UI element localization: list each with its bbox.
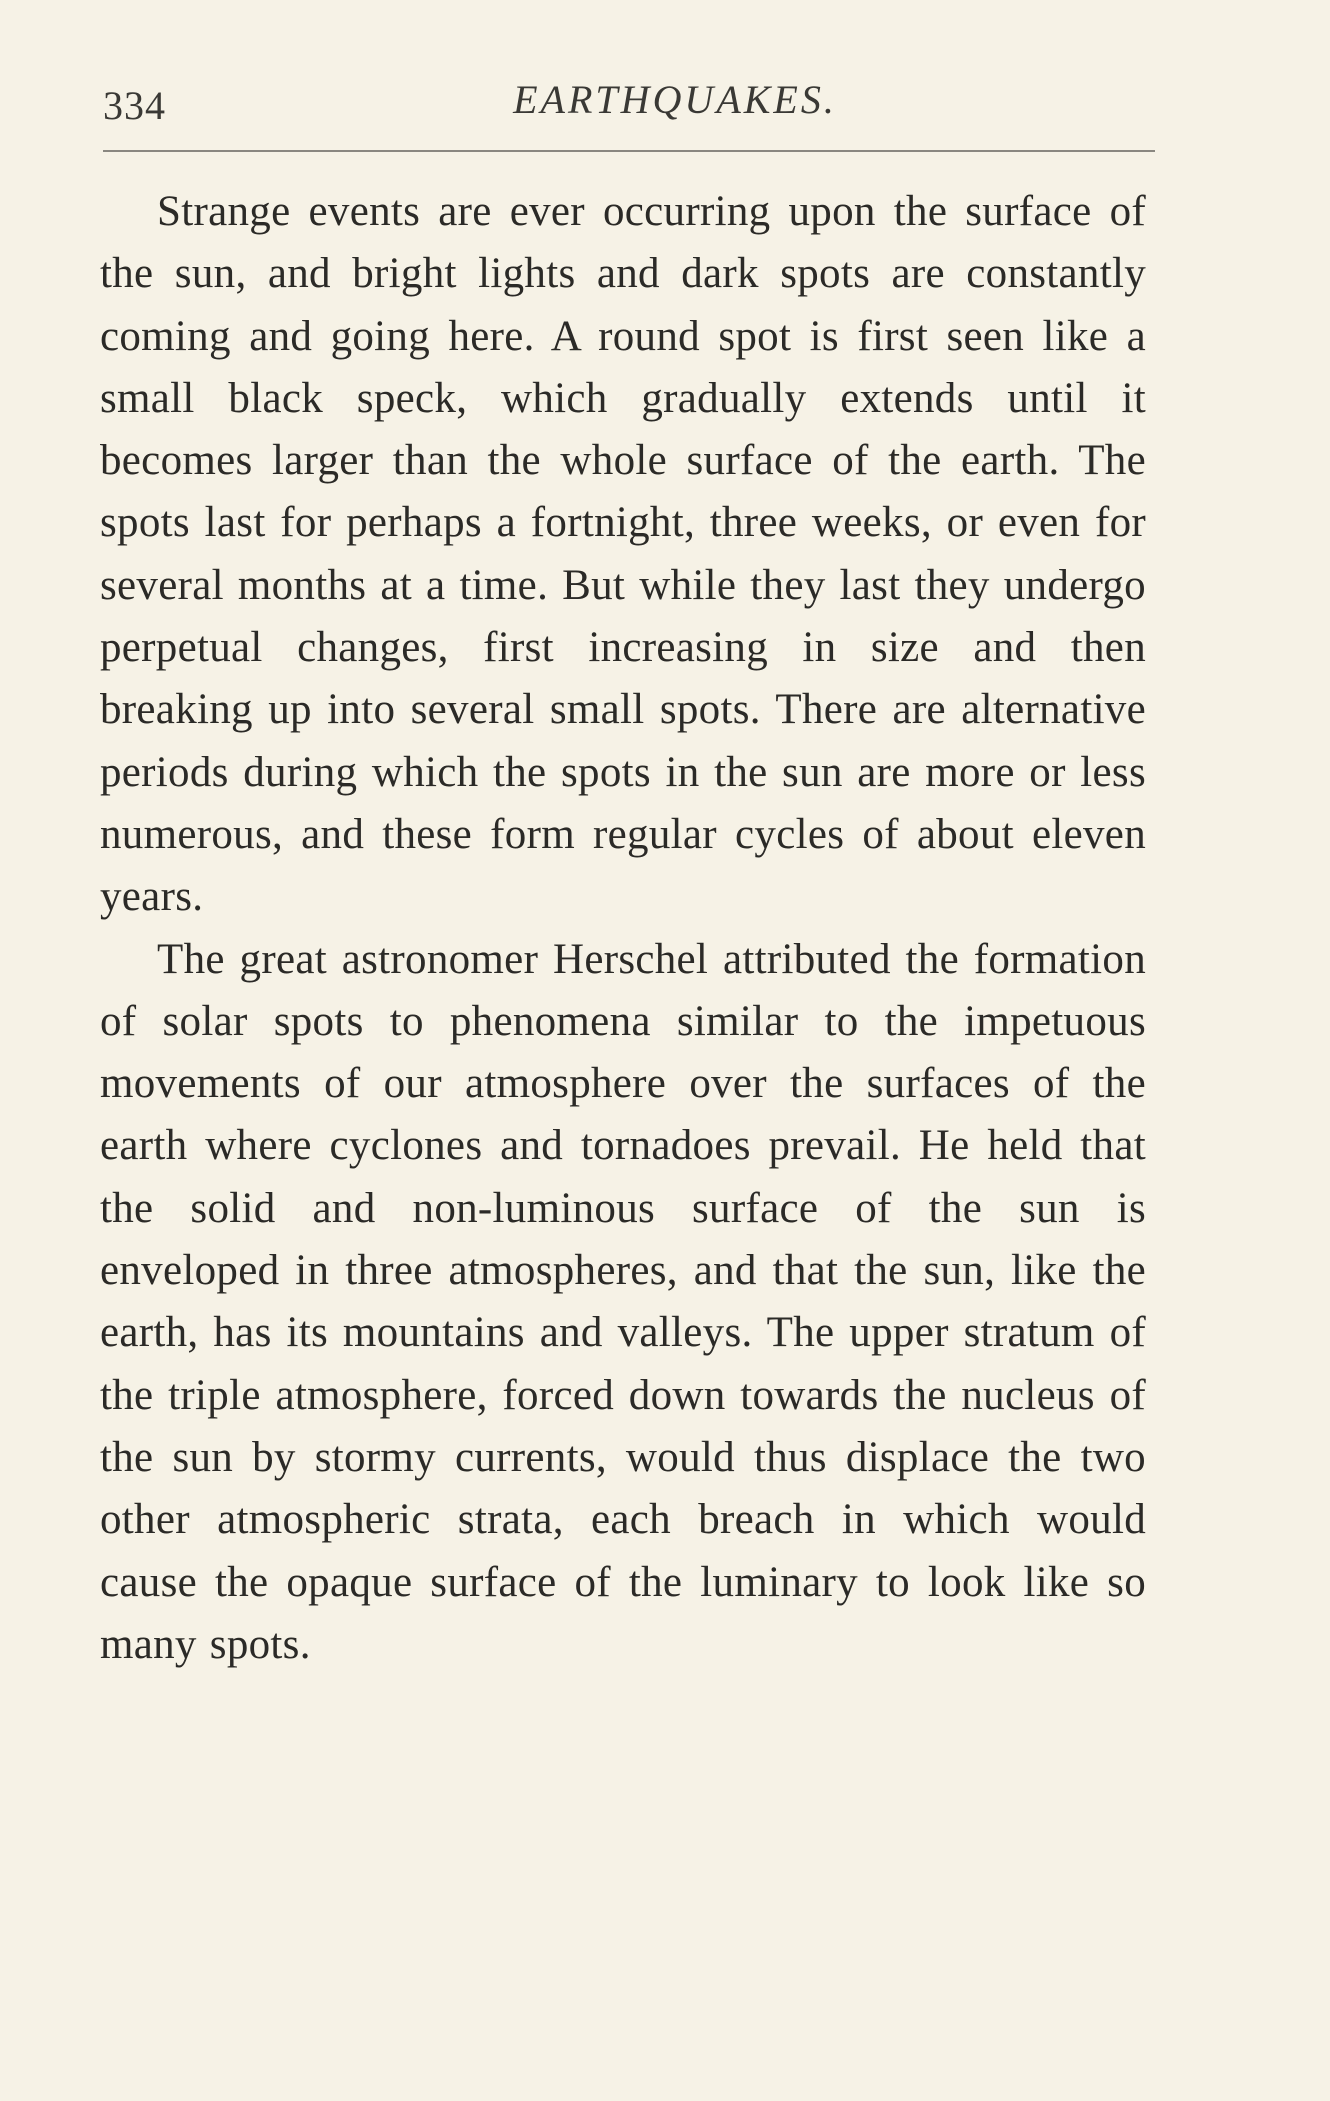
running-head-title: EARTHQUAKES. <box>513 77 837 122</box>
paragraph-1: Strange events are ever occurring upon the surface of the sun, and bright lights and dark spots are constantly coming and going here. A round spot is first seen like a small black speck, which gradually extends until it becomes larger than the whole surface of the earth. The spots last for perhaps a fortnight, three weeks, or even for several months at a time. But while they last they undergo perpetual changes, first increasing in size and then breaking up into several small spots. There are alternative periods during which the spots in the sun are more or less numerous, and these form regular cycles of about eleven years. <box>100 188 1146 921</box>
paragraph-2: The great astronomer Herschel attributed the formation of solar spots to phenomena similar to the impetuous movements of our atmosphere over the surfaces of the earth where cyclones and tornadoes prevail. He held that the solid and non-luminous surface of the sun is enveloped in three atmospheres, and that the sun, like the earth, has its mountains and valleys. The upper stratum of the triple atmosphere, forced down towards the nucleus of the sun by stormy currents, would thus displace the two other atmospheric strata, each breach in which would cause the opaque surface of the luminary to look like so many spots. <box>100 935 1146 1668</box>
body-text <box>100 181 1146 1676</box>
page-number: 334 <box>103 83 166 128</box>
header-rule <box>103 150 1155 152</box>
